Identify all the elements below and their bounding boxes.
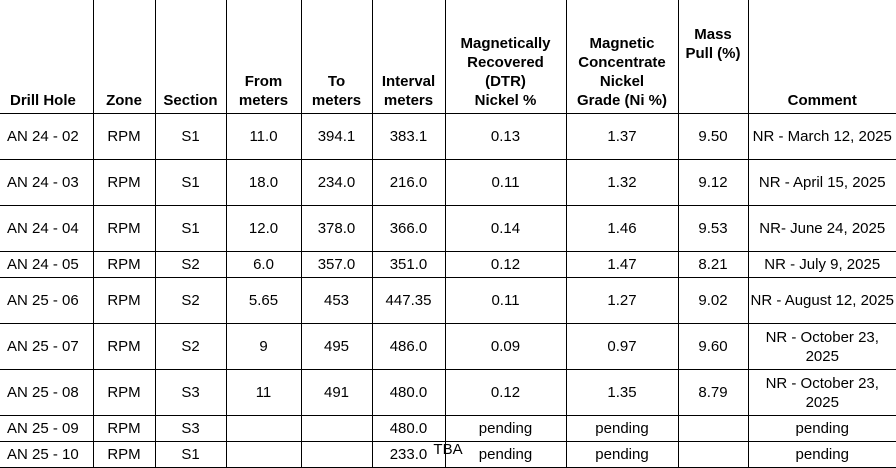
header-row <box>0 0 896 114</box>
cell-mass-pull: 9.12 <box>678 160 748 206</box>
cell-zone: RPM <box>93 442 155 468</box>
header-drill-hole: Drill Hole <box>0 0 93 114</box>
cell-dtr-nickel: 0.12 <box>445 370 566 416</box>
table-row <box>0 370 896 416</box>
cell-interval: 366.0 <box>372 206 445 252</box>
cell-to: 378.0 <box>301 206 372 252</box>
cell-mass-pull: 8.21 <box>678 252 748 278</box>
header-interval-line: meters <box>383 92 434 109</box>
header-concentrate-grade <box>566 0 678 114</box>
cell-concentrate-grade: 1.35 <box>566 370 678 416</box>
cell-from: 6.0 <box>226 252 301 278</box>
header-interval-line: Interval <box>381 73 436 90</box>
cell-from: 11 <box>226 370 301 416</box>
cell-dtr-nickel: pending <box>445 416 566 442</box>
cell-drill-hole: AN 24 - 02 <box>0 114 93 160</box>
cell-section: S2 <box>155 324 226 370</box>
cell-to: 234.0 <box>301 160 372 206</box>
cell-comment: NR - October 23, 2025 <box>748 370 896 416</box>
cell-comment: NR - July 9, 2025 <box>748 252 896 278</box>
header-from-line: From <box>244 73 283 90</box>
cell-interval: 383.1 <box>372 114 445 160</box>
cell-concentrate-grade: 1.32 <box>566 160 678 206</box>
cell-to: 495 <box>301 324 372 370</box>
header-mass-pull-line: Pull (%) <box>685 45 741 62</box>
cell-section: S3 <box>155 370 226 416</box>
cell-dtr-nickel: 0.11 <box>445 160 566 206</box>
cell-interval: 480.0 <box>372 416 445 442</box>
header-to <box>301 0 372 114</box>
cell-from: 12.0 <box>226 206 301 252</box>
cell-drill-hole: AN 25 - 10 <box>0 442 93 468</box>
cell-interval: 233.0 <box>372 442 445 468</box>
cell-section: S1 <box>155 206 226 252</box>
cell-zone: RPM <box>93 324 155 370</box>
cell-comment: NR - March 12, 2025 <box>748 114 896 160</box>
header-concentrate-line: Magnetic <box>589 35 655 52</box>
cell-concentrate-grade: pending <box>566 442 678 468</box>
cell-to: 357.0 <box>301 252 372 278</box>
header-zone: Zone <box>93 0 155 114</box>
cell-dtr-nickel: 0.12 <box>445 252 566 278</box>
header-comment: Comment <box>748 0 896 114</box>
header-concentrate-line: Nickel <box>599 73 645 90</box>
cell-zone: RPM <box>93 278 155 324</box>
header-to-line: meters <box>311 92 362 109</box>
cell-section: S3 <box>155 416 226 442</box>
cell-comment: NR - April 15, 2025 <box>748 160 896 206</box>
cell-interval: 216.0 <box>372 160 445 206</box>
cell-comment: NR- June 24, 2025 <box>748 206 896 252</box>
cell-to <box>301 416 372 442</box>
cell-drill-hole: AN 25 - 09 <box>0 416 93 442</box>
cell-from <box>226 416 301 442</box>
table-body <box>0 114 896 468</box>
cell-drill-hole: AN 25 - 07 <box>0 324 93 370</box>
cell-section: S1 <box>155 114 226 160</box>
header-dtr-nickel <box>445 0 566 114</box>
table-row <box>0 114 896 160</box>
cell-mass-pull: 8.79 <box>678 370 748 416</box>
cell-interval: 486.0 <box>372 324 445 370</box>
cell-drill-hole: AN 24 - 03 <box>0 160 93 206</box>
cell-drill-hole: AN 24 - 05 <box>0 252 93 278</box>
header-dtr-line: Nickel % <box>474 92 537 109</box>
cell-from: 18.0 <box>226 160 301 206</box>
header-from <box>226 0 301 114</box>
cell-zone: RPM <box>93 160 155 206</box>
cell-zone: RPM <box>93 370 155 416</box>
header-section: Section <box>155 0 226 114</box>
header-from-line: meters <box>238 92 289 109</box>
cell-drill-hole: AN 24 - 04 <box>0 206 93 252</box>
cell-interval: 351.0 <box>372 252 445 278</box>
header-concentrate-line: Grade (Ni %) <box>576 92 667 109</box>
footer-note: TBA <box>433 441 463 458</box>
cell-section: S2 <box>155 278 226 324</box>
cell-concentrate-grade: pending <box>566 416 678 442</box>
cell-zone: RPM <box>93 416 155 442</box>
cell-dtr-nickel: 0.14 <box>445 206 566 252</box>
cell-mass-pull: 9.60 <box>678 324 748 370</box>
cell-dtr-nickel: 0.13 <box>445 114 566 160</box>
cell-to: 453 <box>301 278 372 324</box>
cell-zone: RPM <box>93 252 155 278</box>
table-row <box>0 206 896 252</box>
cell-mass-pull: 9.53 <box>678 206 748 252</box>
cell-dtr-nickel: 0.11 <box>445 278 566 324</box>
cell-drill-hole: AN 25 - 08 <box>0 370 93 416</box>
cell-comment: NR - August 12, 2025 <box>748 278 896 324</box>
cell-zone: RPM <box>93 114 155 160</box>
cell-interval: 480.0 <box>372 370 445 416</box>
table-row <box>0 252 896 278</box>
table-row <box>0 324 896 370</box>
cell-section: S1 <box>155 442 226 468</box>
cell-drill-hole: AN 25 - 06 <box>0 278 93 324</box>
cell-to: 394.1 <box>301 114 372 160</box>
cell-from: 5.65 <box>226 278 301 324</box>
cell-to: 491 <box>301 370 372 416</box>
cell-comment: pending <box>748 442 896 468</box>
table-row <box>0 416 896 442</box>
cell-concentrate-grade: 0.97 <box>566 324 678 370</box>
cell-mass-pull <box>678 416 748 442</box>
table-row <box>0 160 896 206</box>
header-concentrate-line: Concentrate <box>578 54 666 71</box>
cell-mass-pull: 9.50 <box>678 114 748 160</box>
header-mass-pull <box>678 0 748 114</box>
cell-concentrate-grade: 1.37 <box>566 114 678 160</box>
cell-concentrate-grade: 1.46 <box>566 206 678 252</box>
header-dtr-line: Recovered <box>467 54 544 71</box>
cell-concentrate-grade: 1.27 <box>566 278 678 324</box>
cell-comment: NR - October 23, 2025 <box>748 324 896 370</box>
cell-section: S2 <box>155 252 226 278</box>
cell-dtr-nickel: 0.09 <box>445 324 566 370</box>
cell-zone: RPM <box>93 206 155 252</box>
cell-section: S1 <box>155 160 226 206</box>
cell-dtr-nickel: pending <box>445 442 566 468</box>
table-row <box>0 278 896 324</box>
cell-interval: 447.35 <box>372 278 445 324</box>
header-mass-pull-line: Mass <box>694 26 732 43</box>
cell-concentrate-grade: 1.47 <box>566 252 678 278</box>
header-to-line: To <box>327 73 346 90</box>
cell-mass-pull: 9.02 <box>678 278 748 324</box>
header-interval <box>372 0 445 114</box>
cell-comment: pending <box>748 416 896 442</box>
header-dtr-line: (DTR) <box>485 73 526 90</box>
header-dtr-line: Magnetically <box>460 35 551 52</box>
cell-from: 9 <box>226 324 301 370</box>
cell-from: 11.0 <box>226 114 301 160</box>
